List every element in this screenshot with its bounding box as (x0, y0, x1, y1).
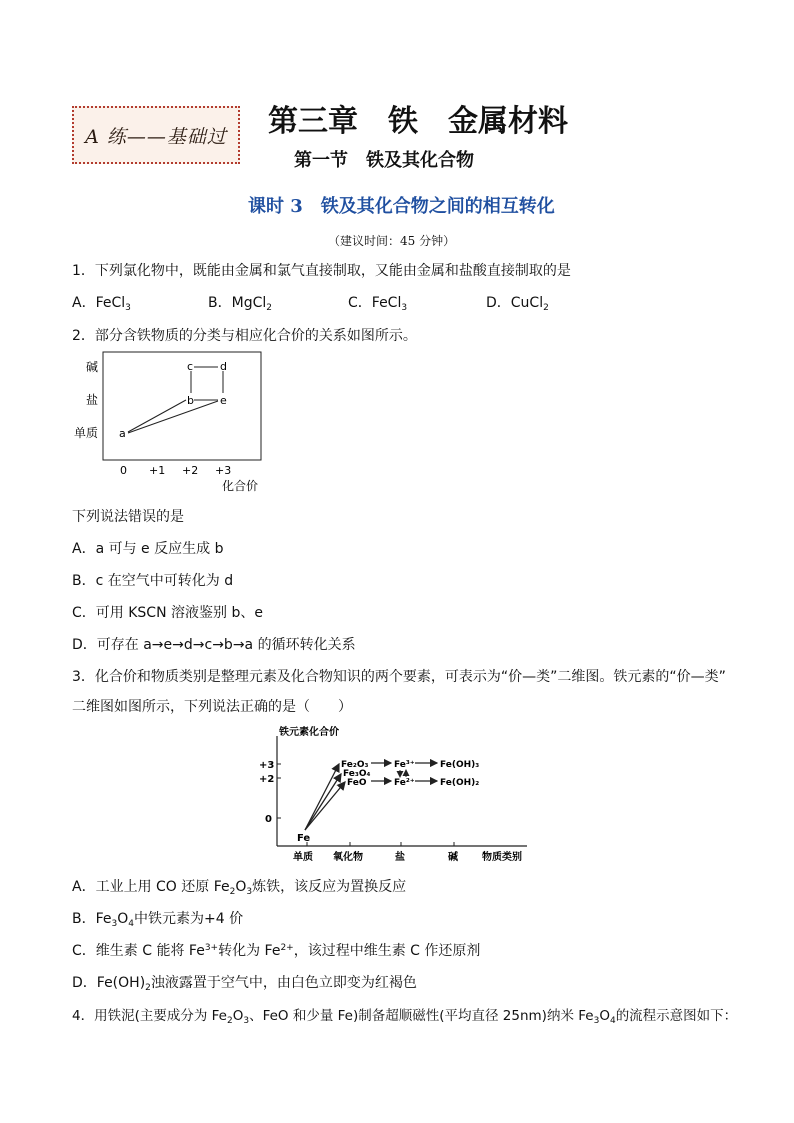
q2-y-label-base: 碱 (86, 360, 99, 374)
q2-point-d: d (220, 360, 227, 373)
q3-valence-class-graph (255, 722, 545, 868)
section-badge (72, 106, 240, 164)
q3-node-fe3o4: Fe₃O₄ (343, 769, 371, 779)
q2-option-d: D．可存在 a→e→d→c→b→a 的循环转化关系 (72, 637, 356, 653)
q3-option-d: D．$Fe(OH)_2$浊液露置于空气中，由白色立即变为红褐色 (72, 975, 417, 993)
q2-point-b: b (187, 394, 194, 407)
q3-arrow-fe-fe3o4 (305, 774, 341, 830)
q3-y-label-0: 0 (265, 814, 272, 825)
lesson-title: 课时 3 铁及其化合物之间的相互转化 (248, 196, 555, 217)
q2-valence-graph (70, 348, 290, 498)
q3-x-title: 物质类别 (482, 852, 522, 863)
q1-stem: 1．下列氯化物中，既能由金属和氯气直接制取，又能由金属和盐酸直接制取的是 (72, 263, 571, 279)
q3-y-title: 铁元素化合价 (279, 727, 339, 738)
q3-y-label-plus2: +2 (259, 774, 275, 785)
q1-option-c: C．FeCl$_3$ (348, 295, 408, 313)
q3-stem-line1: 3．化合价和物质类别是整理元素及化合物知识的两个要素，可表示为“价—类”二维图。铁元素的“价—类” (72, 669, 726, 685)
q3-node-fe2plus: Fe²⁺ (394, 778, 415, 788)
q2-point-e: e (220, 394, 227, 407)
q3-stem-line2: 二维图如图所示，下列说法正确的是（ ） (72, 699, 352, 715)
q3-x-label-element: 单质 (293, 852, 313, 863)
q2-point-a: a (119, 427, 126, 440)
q3-x-label-salt: 盐 (395, 852, 405, 863)
q3-arrow-fe-fe2o3 (305, 764, 339, 830)
q2-x-label-0: 0 (120, 464, 127, 477)
q2-option-a: A．a 可与 e 反应生成 b (72, 541, 224, 557)
q1-option-b: B．MgCl$_2$ (208, 295, 272, 313)
q3-node-feoh2: Fe(OH)₂ (440, 778, 480, 788)
suggested-time: （建议时间：45 分钟） (328, 234, 456, 248)
q2-x-label-1: +1 (149, 464, 166, 477)
q3-arrow-fe-feo (305, 782, 345, 830)
badge-text: A 练——基础过 (85, 125, 227, 148)
q1-option-d: D．CuCl$_2$ (486, 295, 549, 313)
q4-stem: 4．用铁泥(主要成分为 $Fe_2O_3$、FeO 和少量 Fe)制备超顺磁性(平均直径 25nm)纳米 $Fe_3O_4$的流程示意图如下： (72, 1008, 738, 1026)
q3-node-feo: FeO (347, 778, 367, 788)
q2-point-c: c (187, 360, 194, 373)
q1-option-a: A．FeCl$_3$ (72, 295, 131, 313)
q3-node-fe2o3: Fe₂O₃ (341, 760, 369, 770)
q2-sub-stem: 下列说法错误的是 (72, 509, 184, 525)
q3-x-label-oxide: 氧化物 (333, 852, 363, 863)
q2-x-title: 化合价 (222, 479, 259, 493)
q3-option-b: B．$Fe_3O_4$中铁元素为+4 价 (72, 911, 244, 929)
q2-y-label-element: 单质 (74, 426, 99, 440)
q3-node-fe: Fe (297, 833, 311, 844)
chapter-title: 第三章 铁 金属材料 (268, 104, 568, 139)
q2-line-a-e (128, 401, 218, 433)
q3-x-label-base: 碱 (448, 852, 458, 863)
q2-option-b: B．c 在空气中可转化为 d (72, 573, 234, 589)
q3-option-c: C．维生素 C 能将 $Fe^{3+}$转化为 $Fe^{2+}$，该过程中维生素 C 作还原剂 (72, 943, 481, 959)
q3-option-a: A．工业上用 CO 还原 $Fe_2O_3$炼铁，该反应为置换反应 (72, 879, 407, 897)
q2-option-c: C．可用 KSCN 溶液鉴别 b、e (72, 605, 263, 621)
q2-y-label-salt: 盐 (86, 393, 99, 407)
q3-y-label-plus3: +3 (259, 760, 275, 771)
q2-stem: 2．部分含铁物质的分类与相应化合价的关系如图所示。 (72, 328, 417, 344)
q2-x-label-2: +2 (182, 464, 199, 477)
q3-node-feoh3: Fe(OH)₃ (440, 760, 480, 770)
q3-node-fe3plus: Fe³⁺ (394, 760, 415, 770)
q2-x-label-3: +3 (215, 464, 232, 477)
section-title: 第一节 铁及其化合物 (294, 150, 474, 171)
